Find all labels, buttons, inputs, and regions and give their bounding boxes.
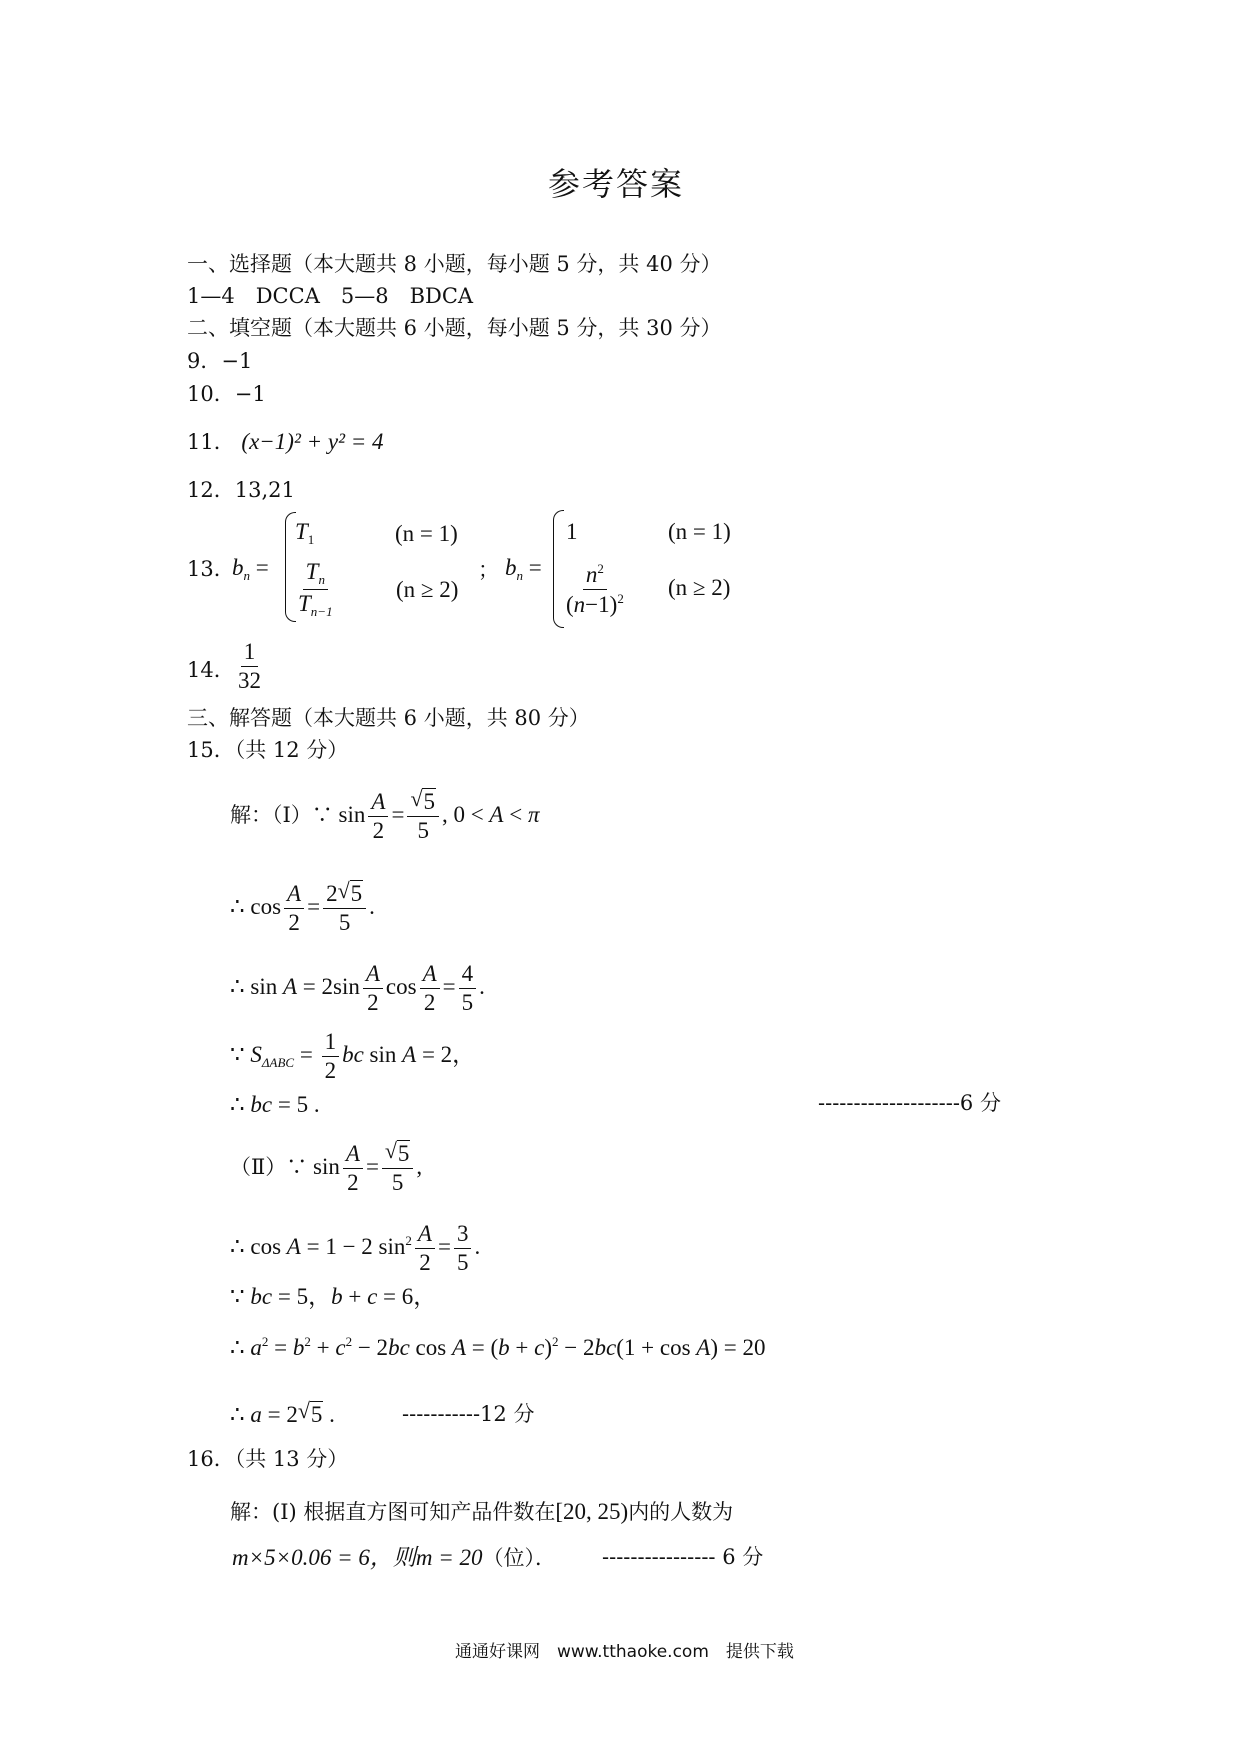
bn-lhs-2: $b_n$ = bbox=[505, 555, 542, 583]
q15-line5: ∴ bc = 5 . bbox=[230, 1092, 320, 1117]
bn1-case2-value: $\frac{T_n}{T_{n-1}}$ bbox=[298, 559, 333, 619]
q15-score-2: -----------12 分 bbox=[402, 1402, 535, 1426]
section-heading-choice: 一、选择题（本大题共 8 小题，每小题 5 分，共 40 分） bbox=[187, 252, 722, 276]
answer-14-fraction: $\frac{1}{32}$ bbox=[238, 639, 261, 694]
choice-answers: 1—4 DCCA 5—8 BDCA bbox=[187, 284, 474, 308]
q16-line1-end: 内的人数为 bbox=[628, 1500, 734, 1524]
bn2-case2-condition: (n ≥ 2) bbox=[668, 575, 731, 600]
page-title: 参考答案 bbox=[548, 165, 685, 203]
q15-part1-label: 解：（Ⅰ）∵ bbox=[230, 802, 333, 827]
bn1-case1-condition: (n = 1) bbox=[395, 521, 458, 546]
q16-line2-unit: （位）． bbox=[482, 1546, 557, 1570]
section-heading-solutions: 三、解答题（本大题共 6 小题，共 80 分） bbox=[187, 706, 590, 730]
q15-score-1: --------------------6 分 bbox=[818, 1091, 1001, 1115]
answer-13-number: 13． bbox=[187, 557, 235, 581]
q15-line1: 解：（Ⅰ）∵ sin $\frac{A}{2}$ = √ $\frac{5}{5}$ , 0 < A < π bbox=[230, 790, 540, 843]
q15-line7: ∴ cos A = 1 − 2 $\sin^2$ $\frac{A}{2}$ = $\frac{3}{5}$ . bbox=[230, 1221, 481, 1276]
q15-line10: ∴ a = 2√ 5 . bbox=[230, 1403, 335, 1426]
section-heading-fill: 二、填空题（本大题共 6 小题，每小题 5 分，共 30 分） bbox=[187, 316, 722, 340]
answer-11-expression: (x−1)² + y² = 4 bbox=[241, 429, 384, 454]
q15-line8: ∵ bc = 5，b + c = 6， bbox=[230, 1284, 437, 1309]
q16-line2-expr: m×5×0.06 = 6，则 bbox=[232, 1545, 416, 1570]
q16-line2-result: m = 20 bbox=[415, 1545, 483, 1570]
answer-11-number: 11． bbox=[187, 430, 235, 454]
page-footer: 通通好课网 www.tthaoke.com 提供下载 bbox=[455, 1642, 794, 1662]
q16-interval: [20, 25) bbox=[555, 1499, 629, 1524]
bn1-case1-value: $T_1$ bbox=[295, 519, 315, 547]
bn1-case2-condition: (n ≥ 2) bbox=[396, 577, 459, 602]
bn-lhs-1: $b_n$ = bbox=[232, 555, 269, 583]
bn2-case1-condition: (n = 1) bbox=[668, 519, 731, 544]
separator-semicolon: ； bbox=[478, 558, 499, 582]
q15-line6: （Ⅱ）∵ sin $\frac{A}{2}$ = √ $\frac{5}{5}$ , bbox=[230, 1142, 422, 1195]
answer-14-number: 14． bbox=[187, 658, 235, 682]
answer-11 bbox=[187, 430, 384, 453]
q15-line3: ∴ sin A = 2sin $\frac{A}{2}$ cos $\frac{A}{2}$ = $\frac{4}{5}$ . bbox=[230, 961, 485, 1016]
q15-line2: ∴ cos $\frac{A}{2}$ = $\frac{2√ 5}{5}$ . bbox=[230, 882, 375, 935]
bn2-case1-value: 1 bbox=[566, 519, 578, 544]
bn2-case2-value: $\frac{n^2}{(n-1)^2}$ bbox=[566, 561, 624, 618]
q16-line1-text: 解：(Ⅰ) 根据直方图可知产品件数在 bbox=[230, 1500, 556, 1524]
question-16-heading: 16．（共 13 分） bbox=[187, 1447, 349, 1471]
answer-10: 10．−1 bbox=[187, 382, 266, 406]
q15-line9: ∴ $a^2 = b^2 + c^2 - 2bc$ $\cos A = (b + c)^2 - 2bc(1 + \cos A) = 20$ bbox=[230, 1334, 766, 1360]
answer-12: 12．13,21 bbox=[187, 478, 295, 502]
q15-part2-label: （Ⅱ）∵ bbox=[230, 1154, 308, 1179]
q15-line4: ∵ $S_{\Delta ABC}$ = $\frac{1}{2}$ bc sin A = 2， bbox=[230, 1029, 476, 1084]
q16-score-1: ---------------- 6 分 bbox=[602, 1545, 764, 1569]
q16-line1 bbox=[230, 1500, 733, 1523]
question-15-heading: 15．（共 12 分） bbox=[187, 738, 349, 762]
q16-line2 bbox=[232, 1546, 556, 1569]
answer-9: 9．−1 bbox=[187, 349, 253, 373]
